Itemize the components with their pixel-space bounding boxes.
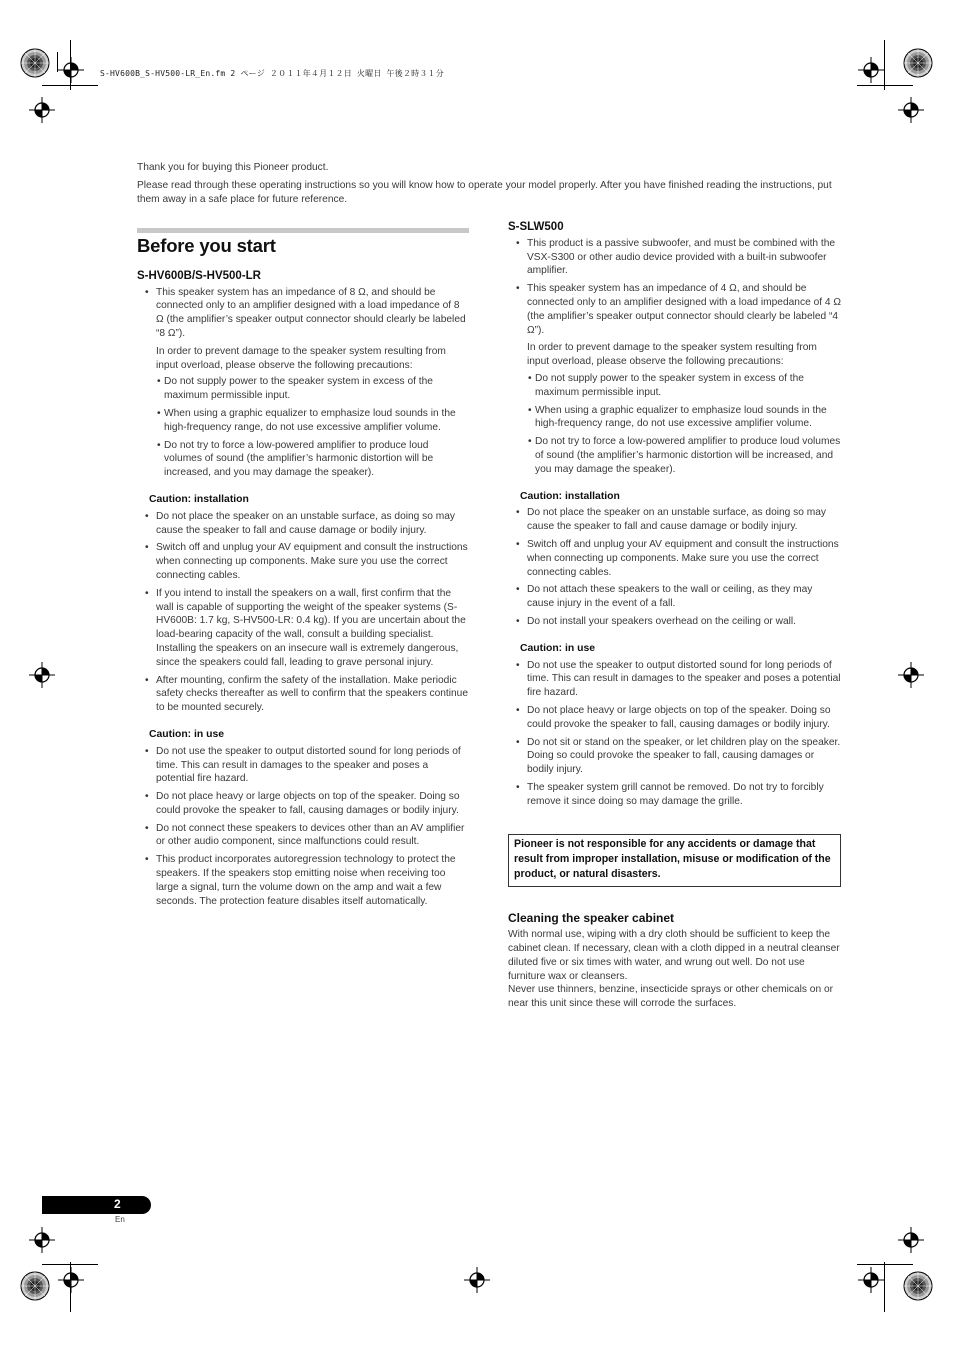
list-item: • Do not try to force a low-powered amplifier to produce loud volumes of sound (the amplifier’s harmonic distortion will be increased, and you may damage the speaker). xyxy=(137,439,469,480)
registration-mark-icon xyxy=(58,1267,84,1293)
registration-mark-icon xyxy=(58,57,84,83)
intro xyxy=(137,161,839,211)
right-column xyxy=(508,221,841,1011)
list-item: • When using a graphic equalizer to emphasize loud sounds in the high-frequency range, do not use excessive amplifier volume. xyxy=(137,407,469,435)
prevent-paragraph: In order to prevent damage to the speaker system resulting from input overload, please observe the following precautions: xyxy=(156,345,446,371)
crop-mark xyxy=(42,1264,98,1265)
list-item: • Do not use the speaker to output distorted sound for long periods of time. This can result in damages to the speaker and poses a potential fire hazard. xyxy=(508,659,841,700)
section-title-bar xyxy=(137,228,469,233)
model-heading-slw500: S-SLW500 xyxy=(508,221,564,233)
in-use-list xyxy=(137,745,469,909)
registration-mark-icon xyxy=(858,1267,884,1293)
impedance-list xyxy=(137,286,469,341)
intro-read: Please read through these operating instructions so you will know how to operate your model properly. After you have finished reading the instructions, put them away in a safe place for future reference. xyxy=(137,180,832,205)
list-item: • Do not place the speaker on an unstable surface, as doing so may cause the speaker to fall and cause damage or bodily injury. xyxy=(137,510,469,538)
crop-mark xyxy=(884,1262,885,1312)
list-item: • Switch off and unplug your AV equipment and consult the instructions when connecting up components. Make sure you use the correct connecting cables. xyxy=(137,541,469,582)
left-column xyxy=(137,228,469,912)
page-number: 2 xyxy=(114,1197,121,1211)
registration-mark-icon xyxy=(29,97,55,123)
installation-list xyxy=(137,510,469,715)
list-item: • Do not try to force a low-powered amplifier to produce loud volumes of sound (the amplifier’s harmonic distortion will be increased, and you may damage the speaker). xyxy=(508,435,841,476)
list-item: • After mounting, confirm the safety of the installation. Make periodic safety checks thereafter as well to confirm that the speakers continue to be mounted securely. xyxy=(137,674,469,715)
list-item: • Do not place heavy or large objects on top of the speaker. Doing so could provoke the speaker to fall, causing damages or bodily injury. xyxy=(137,790,469,818)
cleaning-body xyxy=(508,928,841,1011)
impedance-item: • This speaker system has an impedance of 8 Ω, and should be connected only to an amplifier designed with a load impedance of 8 Ω (the amplifier’s speaker output connector should clearly be labeled “8 Ω”). xyxy=(137,286,469,341)
list-item: • This speaker system has an impedance of 4 Ω, and should be connected only to an amplifier designed with a load impedance of 4 Ω (the amplifier’s speaker output connector should clearly be labeled “4 Ω”). xyxy=(508,282,841,337)
registration-mark-icon xyxy=(29,662,55,688)
cleaning-heading: Cleaning the speaker cabinet xyxy=(508,911,675,926)
registration-mark-icon xyxy=(898,97,924,123)
cleaning-paragraph: Never use thinners, benzine, insecticide sprays or other chemicals on or near this unit since these will corrode the surfaces. xyxy=(508,984,834,1010)
caution-in-use-heading: Caution: in use xyxy=(149,728,225,740)
precaution-list xyxy=(137,375,469,480)
registration-mark-icon xyxy=(29,1227,55,1253)
color-rosette-icon xyxy=(903,1271,933,1301)
crop-mark xyxy=(42,85,98,86)
file-header: S-HV600B_S-HV500-LR_En.fm 2 ページ ２０１１年４月１２日 火曜日 午後２時３１分 xyxy=(100,69,444,78)
color-rosette-icon xyxy=(20,48,50,78)
in-use-list xyxy=(508,659,841,809)
list-item: • Do not connect these speakers to devices other than an AV amplifier or other audio component, since malfunctions could result. xyxy=(137,822,469,850)
color-rosette-icon xyxy=(20,1271,50,1301)
caution-installation-heading: Caution: installation xyxy=(520,490,620,502)
cleaning-paragraph: With normal use, wiping with a dry cloth should be sufficient to keep the cabinet clean. If necessary, clean with a cloth dipped in a neutral cleanser diluted five or six times with water, and wrung out well. Do not use furniture wax or cleansers. xyxy=(508,929,840,982)
list-item: • Switch off and unplug your AV equipment and consult the instructions when connecting up components. Make sure you use the correct connecting cables. xyxy=(508,538,841,579)
section-title: Before you start xyxy=(137,235,276,256)
crop-mark xyxy=(857,85,913,86)
intro-thanks: Thank you for buying this Pioneer product. xyxy=(137,162,329,173)
prevent-paragraph: In order to prevent damage to the speaker system resulting from input overload, please observe the following precautions: xyxy=(527,342,817,368)
model-heading-hv600b: S-HV600B/S-HV500-LR xyxy=(137,269,261,282)
registration-mark-icon xyxy=(898,662,924,688)
page-number-tab xyxy=(42,1196,151,1214)
list-item: • Do not place heavy or large objects on top of the speaker. Doing so could provoke the speaker to fall, causing damages or bodily injury. xyxy=(508,704,841,732)
subwoofer-info-list xyxy=(508,237,841,338)
crop-mark xyxy=(857,1264,913,1265)
list-item: • Do not attach these speakers to the wall or ceiling, as they may cause injury in the event of a fall. xyxy=(508,583,841,611)
list-item: • If you intend to install the speakers on a wall, first confirm that the wall is capable of supporting the weight of the speaker systems (S-HV600B: 1.7 kg, S-HV500-LR: 0.4 kg). If you are uncertain about the load-bearing capacity of the wall, consult a building specialist. Installing the speakers on an insecure wall is extremely dangerous, since the speakers could fall, leading to grave personal injury. xyxy=(137,587,469,670)
registration-mark-icon xyxy=(464,1267,490,1293)
list-item: • Do not sit or stand on the speaker, or let children play on the speaker. Doing so could provoke the speaker to fall, causing damages or bodily injury. xyxy=(508,736,841,777)
caution-installation-heading: Caution: installation xyxy=(149,493,249,505)
caution-in-use-heading: Caution: in use xyxy=(520,642,596,654)
installation-list xyxy=(508,506,841,628)
color-rosette-icon xyxy=(903,48,933,78)
list-item: • Do not place the speaker on an unstable surface, as doing so may cause the speaker to fall and cause damage or bodily injury. xyxy=(508,506,841,534)
registration-mark-icon xyxy=(898,1227,924,1253)
list-item: • Do not supply power to the speaker system in excess of the maximum permissible input. xyxy=(137,375,469,403)
list-item: • When using a graphic equalizer to emphasize loud sounds in the high-frequency range, do not use excessive amplifier volume. xyxy=(508,404,841,432)
list-item: • Do not use the speaker to output distorted sound for long periods of time. This can result in damages to the speaker and poses a potential fire hazard. xyxy=(137,745,469,786)
crop-mark xyxy=(884,40,885,90)
list-item: • This product is a passive subwoofer, and must be combined with the VSX-S300 or other audio device provided with a built-in subwoofer amplifier. xyxy=(508,237,841,278)
precaution-list xyxy=(508,372,841,477)
list-item: • Do not supply power to the speaker system in excess of the maximum permissible input. xyxy=(508,372,841,400)
list-item: • Do not install your speakers overhead on the ceiling or wall. xyxy=(508,615,841,629)
page-language: En xyxy=(115,1215,125,1224)
list-item: • The speaker system grill cannot be removed. Do not try to forcibly remove it since doing so may damage the grille. xyxy=(508,781,841,809)
list-item: • This product incorporates autoregression technology to protect the speakers. If the speakers stop emitting noise when receiving too large a signal, turn the volume down on the amp and wait a few seconds. The protection feature disables itself automatically. xyxy=(137,853,469,908)
registration-mark-icon xyxy=(858,57,884,83)
disclaimer-box: Pioneer is not responsible for any accidents or damage that result from improper installation, misuse or modification of the product, or natural disasters. xyxy=(508,834,841,887)
